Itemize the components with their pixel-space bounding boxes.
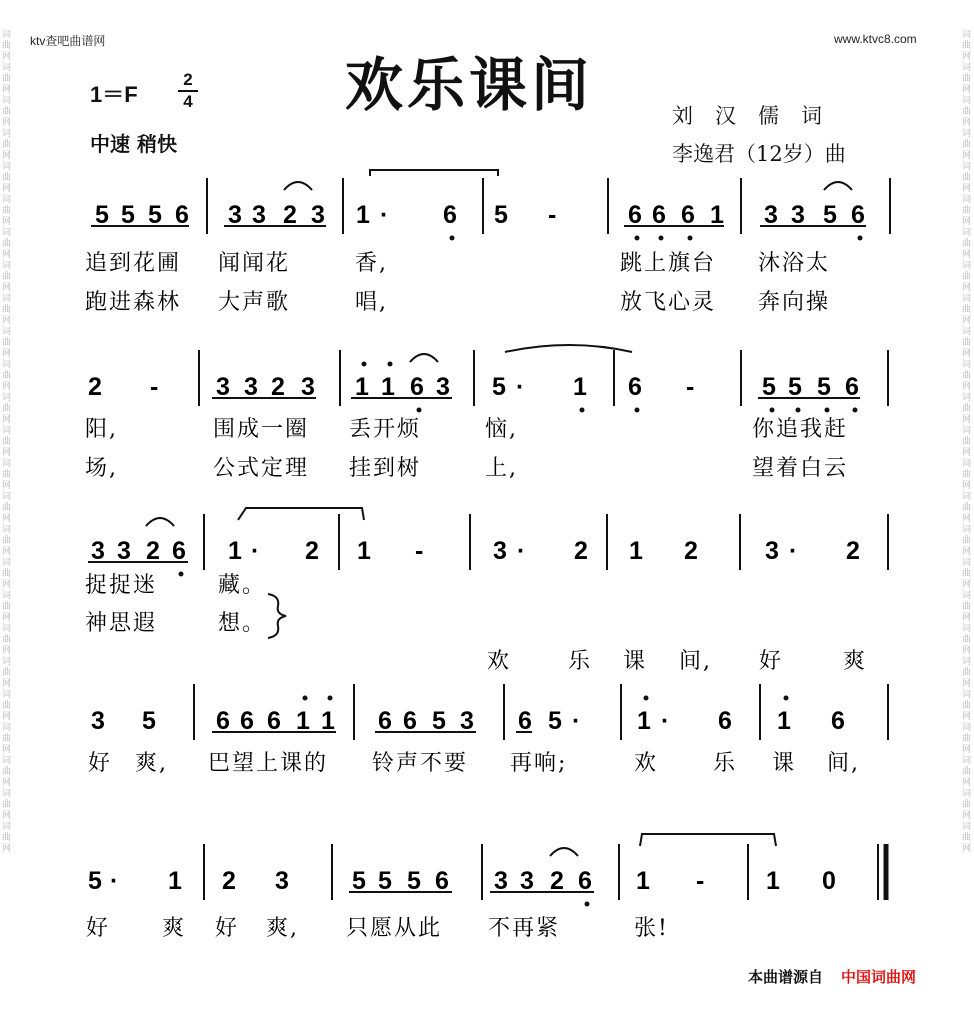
lyric-segment: 只愿从此: [346, 916, 443, 941]
note-symbol: 1: [356, 201, 370, 229]
lyric-segment: 丢开烦: [349, 417, 422, 442]
lyrics-text: [85, 251, 867, 941]
note-symbol: 6: [410, 373, 424, 401]
lyric-segment: 好: [215, 916, 240, 941]
source-label: 本曲谱源自: [748, 968, 824, 986]
slur-mark: [824, 182, 852, 190]
note-symbol: ·: [516, 373, 525, 401]
note-symbol: 6: [175, 201, 189, 229]
note-symbol: 3: [765, 537, 779, 565]
note-symbol: 1: [355, 373, 369, 401]
lyric-segment: 上,: [485, 456, 518, 481]
lyric-segment: 铃声不要: [372, 751, 469, 776]
note-symbol: 2: [574, 537, 588, 565]
lyric-segment: 奔向操: [758, 290, 831, 315]
lyric-segment: 课: [623, 649, 648, 674]
watermark-left: 词曲网词曲网词曲网词曲网词曲网词曲网词曲网词曲网词曲网词曲网词曲网词曲网词曲网词曲网词曲网词曲网词曲网词曲网词曲网词曲网词曲网词曲网词曲网词曲网词曲网: [2, 30, 12, 854]
lyric-segment: 乐: [568, 649, 593, 674]
lyric-segment: 好: [86, 916, 111, 941]
lyric-segment: 神思遐: [85, 611, 158, 636]
lyric-segment: 藏。: [218, 573, 267, 598]
tie-mark: [640, 834, 776, 846]
lyric-segment: 唱,: [355, 290, 388, 315]
lyric-segment: 追到花圃: [85, 251, 182, 276]
lyric-segment: 间,: [827, 751, 860, 776]
note-symbol: 3: [436, 373, 450, 401]
lyric-segment: 沐浴太: [758, 251, 831, 276]
note-symbol: 2: [271, 373, 285, 401]
lyric-segment: 捉捉迷: [85, 573, 158, 598]
note-symbol: 2: [684, 537, 698, 565]
lyric-segment: 跳上旗台: [620, 251, 717, 276]
key-signature: 1＝F: [90, 82, 138, 107]
slur-mark: [284, 182, 312, 190]
note-symbol: 6: [628, 373, 642, 401]
note-symbol: 5: [95, 201, 109, 229]
site-name-left[interactable]: ktv查吧曲谱网: [30, 34, 106, 48]
note-symbol: 6: [240, 707, 254, 735]
note-symbol: 3: [91, 707, 105, 735]
source-credit: [748, 966, 916, 987]
note-symbol: 5: [432, 707, 446, 735]
tie-mark: [370, 170, 498, 176]
note-symbol: 1: [629, 537, 643, 565]
note-symbol: 6: [403, 707, 417, 735]
note-symbol: -: [696, 867, 705, 895]
note-symbol: 6: [216, 707, 230, 735]
note-symbol: 6: [172, 537, 186, 565]
note-symbol: 6: [831, 707, 845, 735]
note-symbol: 1: [777, 707, 791, 735]
note-symbol: 6: [652, 201, 666, 229]
note-symbol: 1: [321, 707, 335, 735]
lyric-segment: 爽: [162, 916, 187, 941]
time-numerator: 2: [178, 70, 198, 92]
lyric-segment: 放飞心灵: [620, 290, 717, 315]
note-symbol: 6: [681, 201, 695, 229]
octave-dots: [179, 236, 863, 907]
composer-credit: 李逸君（12岁）曲: [672, 142, 846, 166]
lyric-segment: 爽,: [266, 916, 299, 941]
lyric-segment: 场,: [85, 456, 118, 481]
note-symbol: 3: [228, 201, 242, 229]
lyric-segment: 好: [88, 751, 113, 776]
verse-brace: [268, 594, 286, 638]
lyric-segment: 挂到树: [349, 456, 422, 481]
note-symbol: 3: [244, 373, 258, 401]
note-symbol: 5: [378, 867, 392, 895]
tempo-marking: 中速 稍快: [90, 132, 177, 156]
note-symbol: 3: [91, 537, 105, 565]
lyric-segment: 跑进森林: [85, 290, 182, 315]
lyric-segment: 香,: [355, 251, 388, 276]
note-symbol: ·: [572, 707, 581, 735]
lyric-segment: 再响;: [510, 751, 568, 776]
note-symbol: 5: [492, 373, 506, 401]
note-symbol: ·: [110, 867, 119, 895]
note-symbol: 5: [817, 373, 831, 401]
note-symbol: 5: [352, 867, 366, 895]
slur-mark: [410, 354, 438, 362]
note-symbol: 3: [252, 201, 266, 229]
lyric-segment: 乐: [713, 751, 738, 776]
note-symbol: 3: [493, 537, 507, 565]
time-denominator: 4: [183, 92, 193, 111]
bar-lines: [194, 178, 890, 900]
note-symbol: ·: [661, 707, 670, 735]
lyric-segment: 爽: [843, 649, 868, 674]
note-symbol: 5: [788, 373, 802, 401]
note-symbol: 1: [573, 373, 587, 401]
note-symbol: 3: [275, 867, 289, 895]
note-symbol: 1: [168, 867, 182, 895]
note-symbol: 6: [578, 867, 592, 895]
note-symbol: 6: [443, 201, 457, 229]
note-symbol: 3: [216, 373, 230, 401]
note-symbol: ·: [517, 537, 526, 565]
note-symbol: -: [150, 373, 159, 401]
tie-mark: [505, 345, 632, 352]
lyric-segment: 想。: [218, 611, 267, 636]
note-symbol: -: [548, 201, 557, 229]
note-symbol: 5: [494, 201, 508, 229]
note-symbol: 5: [762, 373, 776, 401]
tie-mark: [238, 508, 364, 520]
note-symbol: 2: [283, 201, 297, 229]
lyric-segment: 张!: [634, 916, 669, 941]
lyric-segment: 你追我赶: [752, 417, 849, 442]
lyric-segment: 爽,: [135, 751, 168, 776]
note-symbol: 5: [88, 867, 102, 895]
lyric-segment: 闻闻花: [218, 251, 291, 276]
lyric-segment: 欢: [634, 751, 659, 776]
note-symbol: 3: [311, 201, 325, 229]
slur-mark: [550, 848, 578, 856]
note-symbol: 3: [301, 373, 315, 401]
note-symbol: 3: [494, 867, 508, 895]
lyric-segment: 好: [759, 649, 784, 674]
note-symbol: 2: [846, 537, 860, 565]
lyric-segment: 大声歌: [218, 290, 291, 315]
note-symbol: 5: [121, 201, 135, 229]
note-symbol: -: [686, 373, 695, 401]
note-symbol: 1: [357, 537, 371, 565]
lyric-segment: 欢: [487, 649, 512, 674]
note-symbol: 1: [710, 201, 724, 229]
lyric-segment: 阳,: [85, 417, 118, 442]
lyric-segment: 不再紧: [488, 916, 561, 941]
lyricist-credit: 刘汉儒词: [672, 104, 844, 128]
song-title: 欢乐课间: [345, 51, 594, 119]
note-symbol: 6: [518, 707, 532, 735]
lyric-segment: 间,: [679, 649, 712, 674]
note-symbol: 3: [460, 707, 474, 735]
note-symbol: 1: [637, 707, 651, 735]
note-symbol: 1: [636, 867, 650, 895]
note-symbol: 3: [117, 537, 131, 565]
note-symbol: 6: [851, 201, 865, 229]
note-symbol: 6: [435, 867, 449, 895]
note-symbol: 5: [407, 867, 421, 895]
lyric-segment: 巴望上课的: [208, 751, 329, 776]
note-symbol: 0: [822, 867, 836, 895]
note-symbol: 6: [845, 373, 859, 401]
note-symbol: 1: [381, 373, 395, 401]
note-symbol: -: [415, 537, 424, 565]
lyric-segment: 课: [772, 751, 797, 776]
note-symbol: 1: [228, 537, 242, 565]
note-symbol: 2: [550, 867, 564, 895]
lyric-segment: 公式定理: [213, 456, 310, 481]
site-url-right[interactable]: www.ktvc8.com: [834, 32, 917, 46]
note-symbol: 2: [222, 867, 236, 895]
lyric-segment: 望着白云: [752, 456, 849, 481]
lyric-segment: 恼,: [485, 417, 518, 442]
source-brand-link[interactable]: 中国词曲网: [841, 968, 917, 986]
note-symbol: 5: [823, 201, 837, 229]
note-symbol: ·: [251, 537, 260, 565]
note-symbol: 2: [88, 373, 102, 401]
note-symbol: ·: [380, 201, 389, 229]
note-symbol: 2: [305, 537, 319, 565]
lyric-segment: 围成一圈: [213, 417, 310, 442]
note-symbol: 2: [146, 537, 160, 565]
slur-mark: [146, 518, 174, 526]
note-symbol: 6: [378, 707, 392, 735]
note-symbol: 1: [296, 707, 310, 735]
note-symbol: 6: [718, 707, 732, 735]
note-symbol: 3: [520, 867, 534, 895]
note-symbol: 5: [548, 707, 562, 735]
watermark-right: 词曲网词曲网词曲网词曲网词曲网词曲网词曲网词曲网词曲网词曲网词曲网词曲网词曲网词曲网词曲网词曲网词曲网词曲网词曲网词曲网词曲网词曲网词曲网词曲网词曲网: [962, 30, 972, 854]
note-symbol: 3: [764, 201, 778, 229]
note-symbol: 3: [791, 201, 805, 229]
note-symbol: 6: [628, 201, 642, 229]
note-symbol: 1: [766, 867, 780, 895]
note-symbol: ·: [789, 537, 798, 565]
note-symbol: 6: [267, 707, 281, 735]
note-symbol: 5: [148, 201, 162, 229]
note-symbol: 5: [142, 707, 156, 735]
